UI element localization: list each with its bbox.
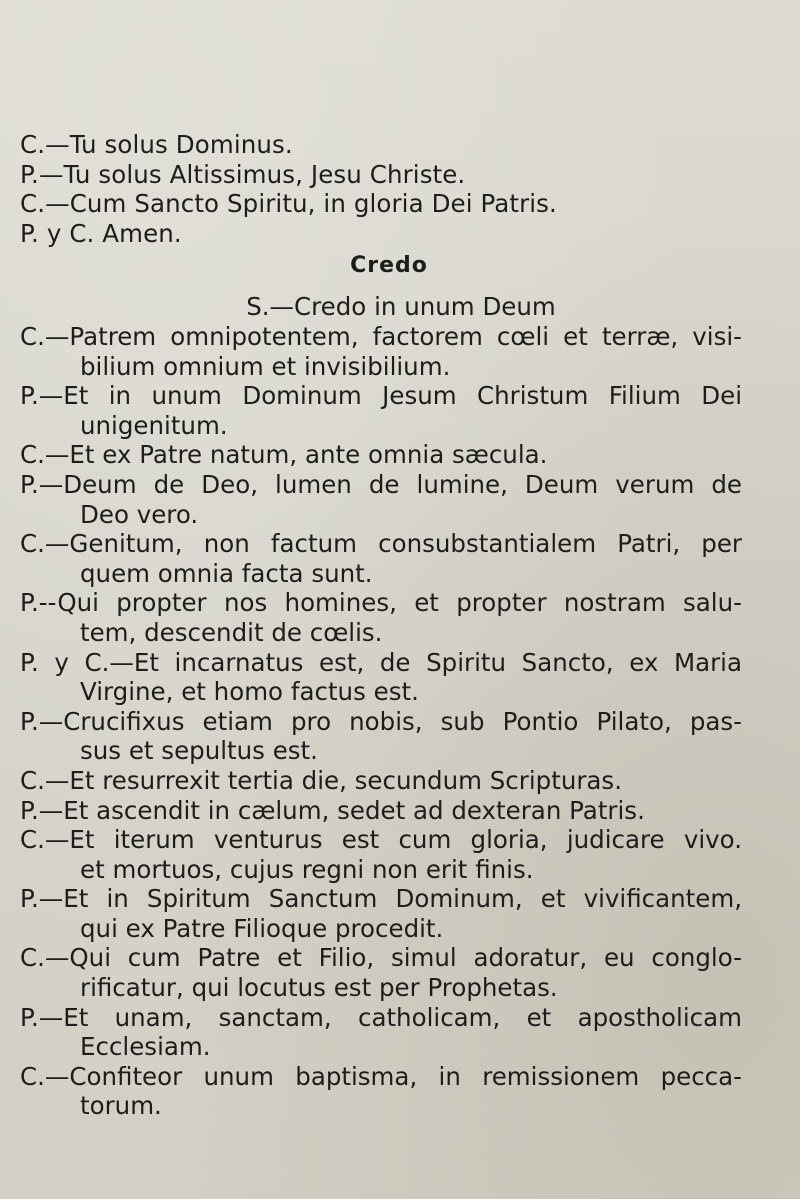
verse — [20, 766, 742, 796]
verse-continuation: qui ex Patre Filioque procedit. — [80, 913, 444, 943]
verse — [20, 943, 742, 1002]
verse-first-line: P.--Qui propter nos homines, et propter nostram salu- — [20, 588, 742, 618]
verse-first-line: P. y C.—Et incarnatus est, de Spiritu Sancto, ex Maria — [20, 647, 742, 677]
intro-line: S.—Credo in unum Deum — [246, 292, 556, 321]
verse-continuation: Deo vero. — [80, 499, 199, 529]
verse-first-line: C.—Patrem omnipotentem, factorem cœli et terræ, visi- — [20, 322, 742, 351]
opening-line: C.—Tu solus Dominus. — [20, 130, 293, 159]
verse-continuation: et mortuos, cujus regni non erit finis. — [80, 854, 534, 884]
verse — [20, 470, 742, 529]
verse — [20, 825, 742, 884]
verse-continuation: tem, descendit de cœlis. — [80, 617, 383, 647]
verse-continuation: Ecclesiam. — [80, 1032, 211, 1062]
verse-first-line: C.—Confiteor unum baptisma, in remissionem pecca- — [20, 1061, 742, 1091]
verse-continuation: unigenitum. — [80, 410, 228, 440]
verse-first-line: P.—Deum de Deo, lumen de lumine, Deum verum de — [20, 469, 742, 499]
verse-continuation: Virgine, et homo factus est. — [80, 677, 419, 707]
verse — [20, 884, 742, 943]
verse — [20, 440, 742, 470]
verse — [20, 1062, 742, 1121]
verse — [20, 707, 742, 766]
opening-line: C.—Cum Sancto Spiritu, in gloria Dei Patris. — [20, 189, 557, 218]
verse-first-line: P.—Et in Spiritum Sanctum Dominum, et vivificantem, — [20, 884, 742, 914]
verse-continuation: rificatur, qui locutus est per Prophetas. — [80, 973, 558, 1003]
verse — [20, 1003, 742, 1062]
verse-first-line: C.—Qui cum Patre et Filio, simul adoratur, eu conglo- — [20, 943, 742, 973]
verse-continuation: sus et sepultus est. — [80, 736, 318, 766]
verse-continuation: quem omnia facta sunt. — [80, 558, 373, 588]
verse-first-line: C.—Et iterum venturus est cum gloria, judicare vivo. — [20, 825, 742, 855]
verse — [20, 529, 742, 588]
verse-first-line: P.—Crucifixus etiam pro nobis, sub Pontio Pilato, pas- — [20, 706, 742, 736]
verse-first-line: P.—Et in unum Dominum Jesum Christum Filium Dei — [20, 381, 742, 411]
verse-first-line: C.—Et resurrexit tertia die, secundum Scripturas. — [20, 765, 622, 795]
verse — [20, 381, 742, 440]
section-title: Credo — [350, 253, 428, 278]
verse-first-line: C.—Genitum, non factum consubstantialem Patri, per — [20, 529, 742, 559]
verse-continuation: torum. — [80, 1091, 162, 1121]
opening-line: P.—Tu solus Altissimus, Jesu Christe. — [20, 159, 466, 189]
verse-first-line: P.—Et unam, sanctam, catholicam, et apostholicam — [20, 1002, 742, 1032]
opening-line: P. y C. Amen. — [20, 218, 182, 248]
verse-first-line: C.—Et ex Patre natum, ante omnia sæcula. — [20, 440, 548, 470]
verse — [20, 796, 742, 826]
verse-continuation: bilium omnium et invisibilium. — [80, 351, 451, 381]
verse-first-line: P.—Et ascendit in cælum, sedet ad dexteran Patris. — [20, 795, 645, 825]
verse — [20, 648, 742, 707]
verse — [20, 322, 742, 381]
verse — [20, 588, 742, 647]
